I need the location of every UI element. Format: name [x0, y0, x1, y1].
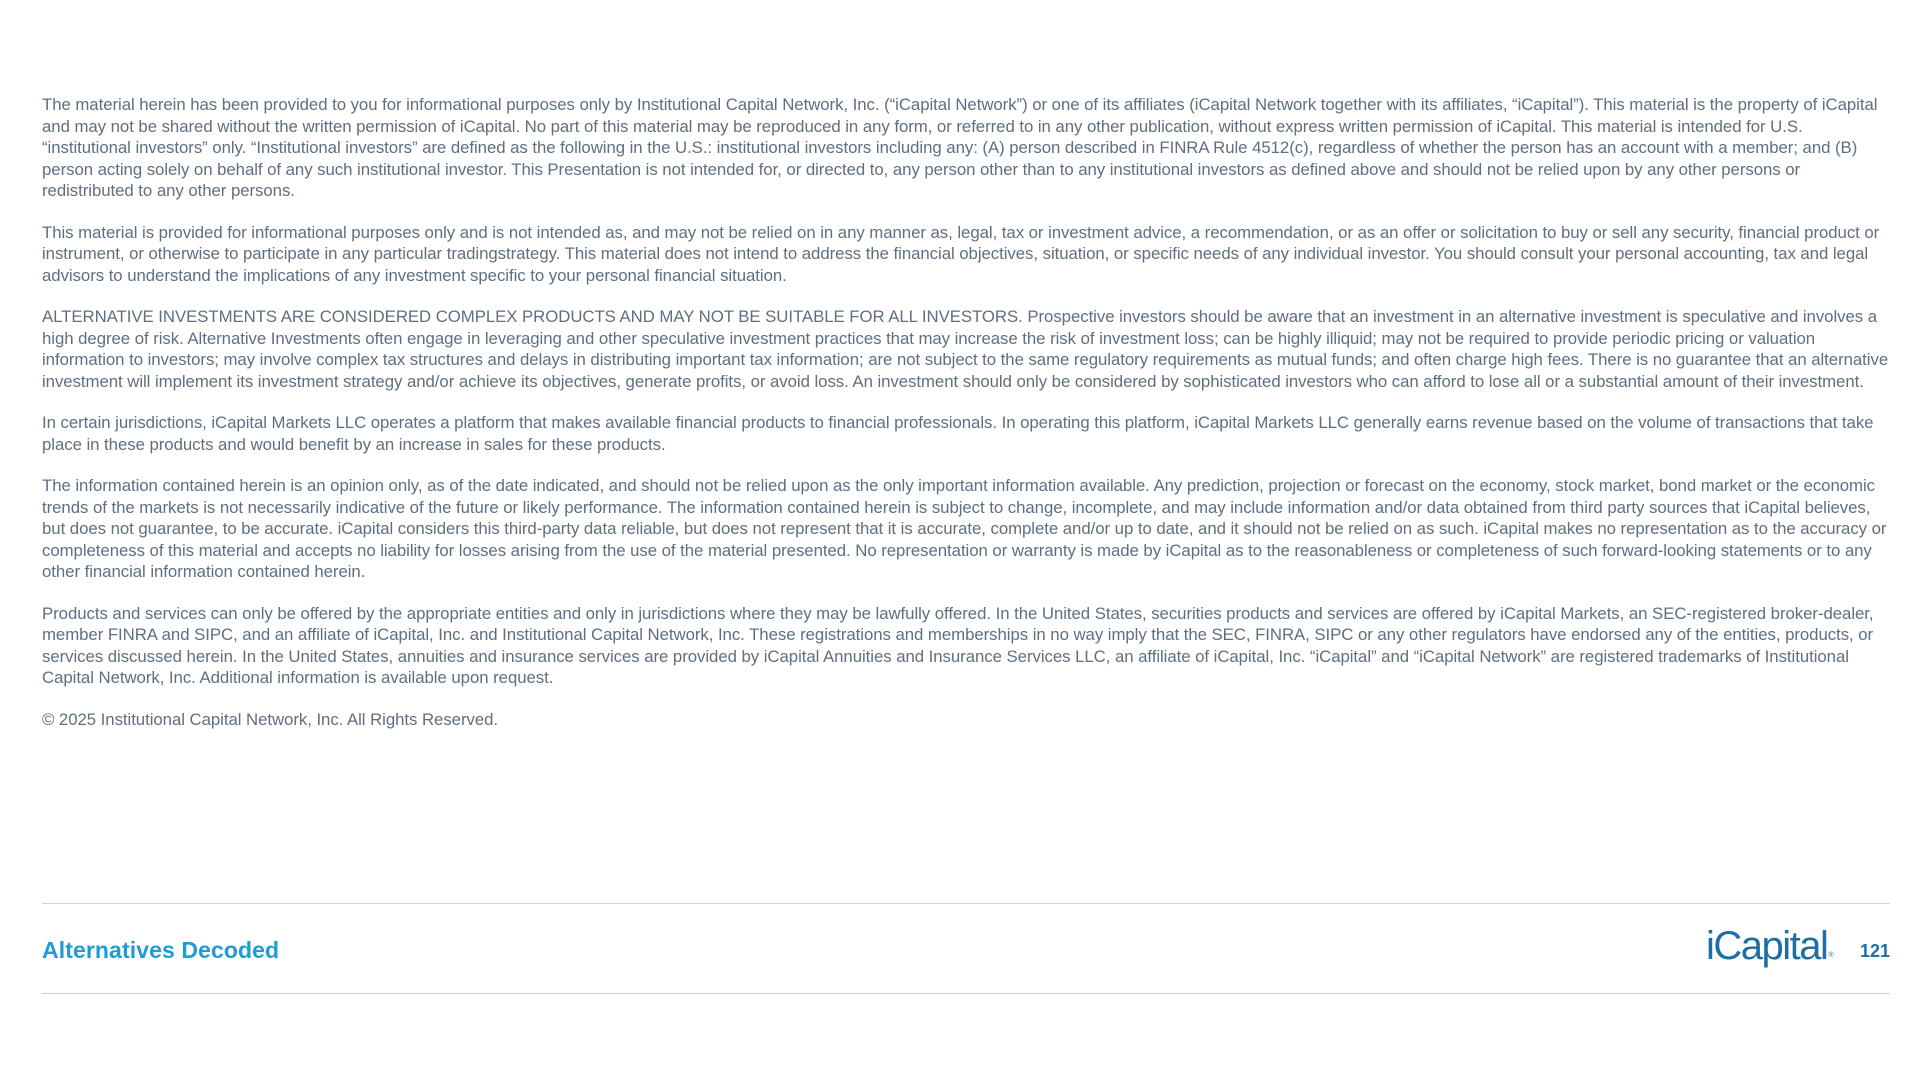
page-number: 121: [1860, 941, 1891, 961]
disclosure-paragraph: Products and services can only be offered by the appropriate entities and only in jurisdictions where they may be lawfully offered. In the United States, securities products and services are offered by iCapital Markets, an SEC-registered broker-dealer, member FINRA and SIPC, and an affiliate of iCapital, Inc. and Institutional Capital Network, Inc. These registrations and memberships in no way imply that the SEC, FINRA, SIPC or any other regulators have endorsed any of the entities, products, or services discussed herein. In the United States, annuities and insurance services are provided by iCapital Annuities and Insurance Services LLC, an affiliate of iCapital, Inc. “iCapital” and “iCapital Network” are registered trademarks of Institutional Capital Network, Inc. Additional information is available upon request.: [42, 603, 1874, 687]
copyright-notice: © 2025 Institutional Capital Network, Inc. All Rights Reserved.: [42, 709, 498, 729]
footer-title: Alternatives Decoded: [42, 937, 280, 963]
footer-top-divider: [42, 903, 1890, 904]
icapital-logo: [1706, 922, 1834, 980]
footer-bottom-divider: [42, 993, 1890, 994]
registered-mark: ®: [1828, 952, 1834, 959]
disclosure-paragraph: The information contained herein is an opinion only, as of the date indicated, and should not be relied upon as the only important information available. Any prediction, projection or forecast on the economy, stock market, bond market or the economic trends of the markets is not necessarily indicative of the future or likely performance. The information contained herein is subject to change, incomplete, and may include information and/or data obtained from third party sources that iCapital believes, but does not guarantee, to be accurate. iCapital considers this third-party data reliable, but does not represent that it is accurate, complete and/or up to date, and it should not be relied on as such. iCapital makes no representation as to the accuracy or completeness of this material and accepts no liability for losses arising from the use of the material presented. No representation or warranty is made by iCapital as to the reasonableness or completeness of such forward-looking statements or to any other financial information contained herein.: [42, 476, 1887, 581]
disclosure-paragraph: ALTERNATIVE INVESTMENTS ARE CONSIDERED COMPLEX PRODUCTS AND MAY NOT BE SUITABLE FOR ALL INVESTORS. Prospective investors should be aware that an investment in an alternative investment is speculative and involves a high degree of risk. Alternative Investments often engage in leveraging and other speculative investment practices that may increase the risk of investment loss; can be highly illiquid; may not be required to provide periodic pricing or valuation information to investors; may involve complex tax structures and delays in distributing important tax information; are not subject to the same regulatory requirements as mutual funds; and often charge high fees. There is no guarantee that an alternative investment will implement its investment strategy and/or achieve its objectives, generate profits, or avoid loss. An investment should only be considered by sophisticated investors who can afford to lose all or a substantial amount of their investment.: [42, 307, 1889, 391]
logo-wordmark: iCapital: [1706, 924, 1828, 968]
disclosure-paragraph: This material is provided for informational purposes only and is not intended as, and may not be relied on in any manner as, legal, tax or investment advice, a recommendation, or as an offer or solicitation to buy or sell any security, financial product or instrument, or otherwise to participate in any particular tradingstrategy. This material does not intend to address the financial objectives, situation, or specific needs of any individual investor. You should consult your personal accounting, tax and legal advisors to understand the implications of any investment specific to your personal financial situation.: [42, 222, 1880, 285]
disclosures-text: [42, 94, 1890, 750]
disclosure-paragraph: In certain jurisdictions, iCapital Markets LLC operates a platform that makes available financial products to financial professionals. In operating this platform, iCapital Markets LLC generally earns revenue based on the volume of transactions that take place in these products and would benefit by an increase in sales for these products.: [42, 413, 1874, 454]
disclosure-paragraph: The material herein has been provided to you for informational purposes only by Institutional Capital Network, Inc. (“iCapital Network”) or one of its affiliates (iCapital Network together with its affiliates, “iCapital”). This material is the property of iCapital and may not be shared without the written permission of iCapital. No part of this material may be reproduced in any form, or referred to in any other publication, without express written permission of iCapital. This material is intended for U.S. “institutional investors” only. “Institutional investors” are defined as the following in the U.S.: institutional investors including any: (A) person described in FINRA Rule 4512(c), regardless of whether the person has an account with a member; and (B) person acting solely on behalf of any such institutional investor. This Presentation is not intended for, or directed to, any person other than to any institutional investors as defined above and should not be relied upon by any other persons or redistributed to any other persons.: [42, 95, 1878, 200]
